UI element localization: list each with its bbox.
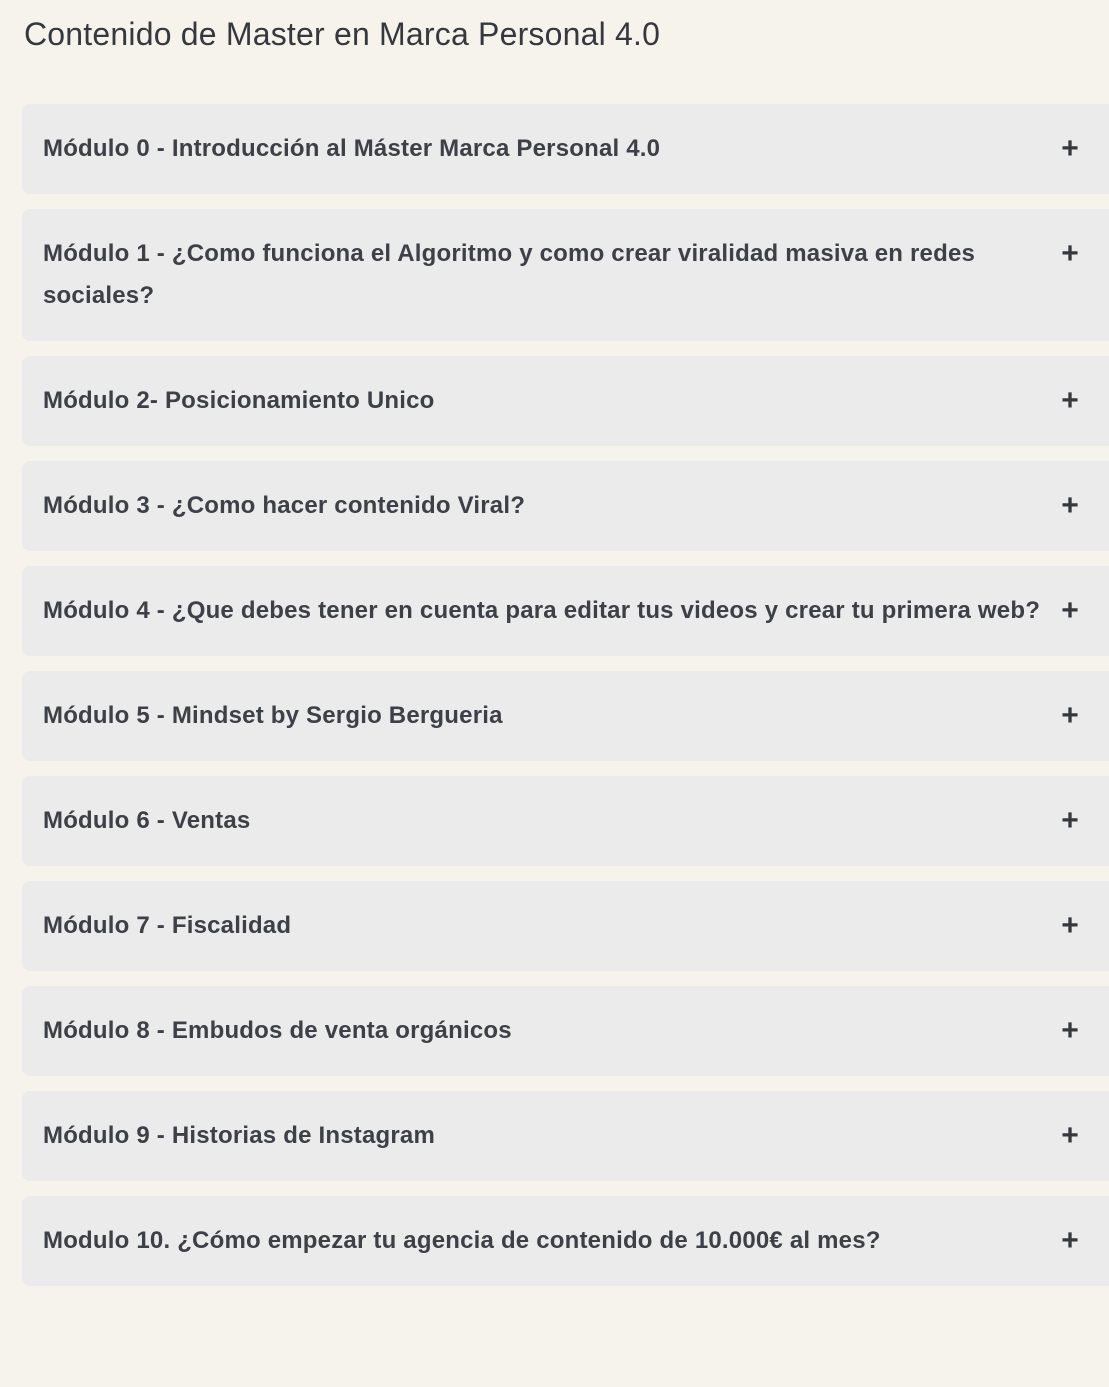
accordion-item-modulo-7[interactable] <box>22 881 1109 971</box>
accordion-item-label: Módulo 4 - ¿Que debes tener en cuenta para editar tus videos y crear tu primera web? <box>43 597 1041 624</box>
accordion-item-modulo-5[interactable] <box>22 671 1109 761</box>
accordion-item-label: Módulo 1 - ¿Como funciona el Algoritmo y como crear viralidad masiva en redes sociales? <box>43 240 976 309</box>
plus-expand-icon[interactable]: + <box>1061 1224 1079 1257</box>
plus-expand-icon[interactable]: + <box>1061 804 1079 837</box>
accordion-item-modulo-4[interactable] <box>22 566 1109 656</box>
accordion-item-modulo-9[interactable] <box>22 1091 1109 1181</box>
page-title: Contenido de Master en Marca Personal 4.0 <box>24 16 661 52</box>
accordion-item-label: Módulo 5 - Mindset by Sergio Bergueria <box>43 702 503 729</box>
plus-expand-icon[interactable]: + <box>1061 594 1079 627</box>
accordion-item-label: Módulo 2- Posicionamiento Unico <box>43 387 435 414</box>
accordion-item-label: Módulo 8 - Embudos de venta orgánicos <box>43 1017 512 1044</box>
plus-expand-icon[interactable]: + <box>1061 489 1079 522</box>
accordion-item-modulo-3[interactable] <box>22 461 1109 551</box>
accordion-item-modulo-10[interactable] <box>22 1196 1109 1286</box>
accordion-item-label: Módulo 6 - Ventas <box>43 807 251 834</box>
accordion-item-modulo-6[interactable] <box>22 776 1109 866</box>
plus-expand-icon[interactable]: + <box>1061 237 1079 270</box>
accordion-item-modulo-0[interactable] <box>22 104 1109 194</box>
accordion-item-label: Módulo 3 - ¿Como hacer contenido Viral? <box>43 492 526 519</box>
plus-expand-icon[interactable]: + <box>1061 132 1079 165</box>
accordion-item-label: Módulo 7 - Fiscalidad <box>43 912 292 939</box>
accordion-item-label: Módulo 9 - Historias de Instagram <box>43 1122 435 1149</box>
course-content-accordion <box>22 104 1109 1286</box>
plus-expand-icon[interactable]: + <box>1061 699 1079 732</box>
accordion-item-modulo-1[interactable] <box>22 209 1109 341</box>
accordion-item-label: Módulo 0 - Introducción al Máster Marca Personal 4.0 <box>43 135 661 162</box>
plus-expand-icon[interactable]: + <box>1061 384 1079 417</box>
accordion-item-modulo-2[interactable] <box>22 356 1109 446</box>
plus-expand-icon[interactable]: + <box>1061 1119 1079 1152</box>
accordion-item-label: Modulo 10. ¿Cómo empezar tu agencia de contenido de 10.000€ al mes? <box>43 1227 881 1254</box>
plus-expand-icon[interactable]: + <box>1061 909 1079 942</box>
plus-expand-icon[interactable]: + <box>1061 1014 1079 1047</box>
accordion-item-modulo-8[interactable] <box>22 986 1109 1076</box>
